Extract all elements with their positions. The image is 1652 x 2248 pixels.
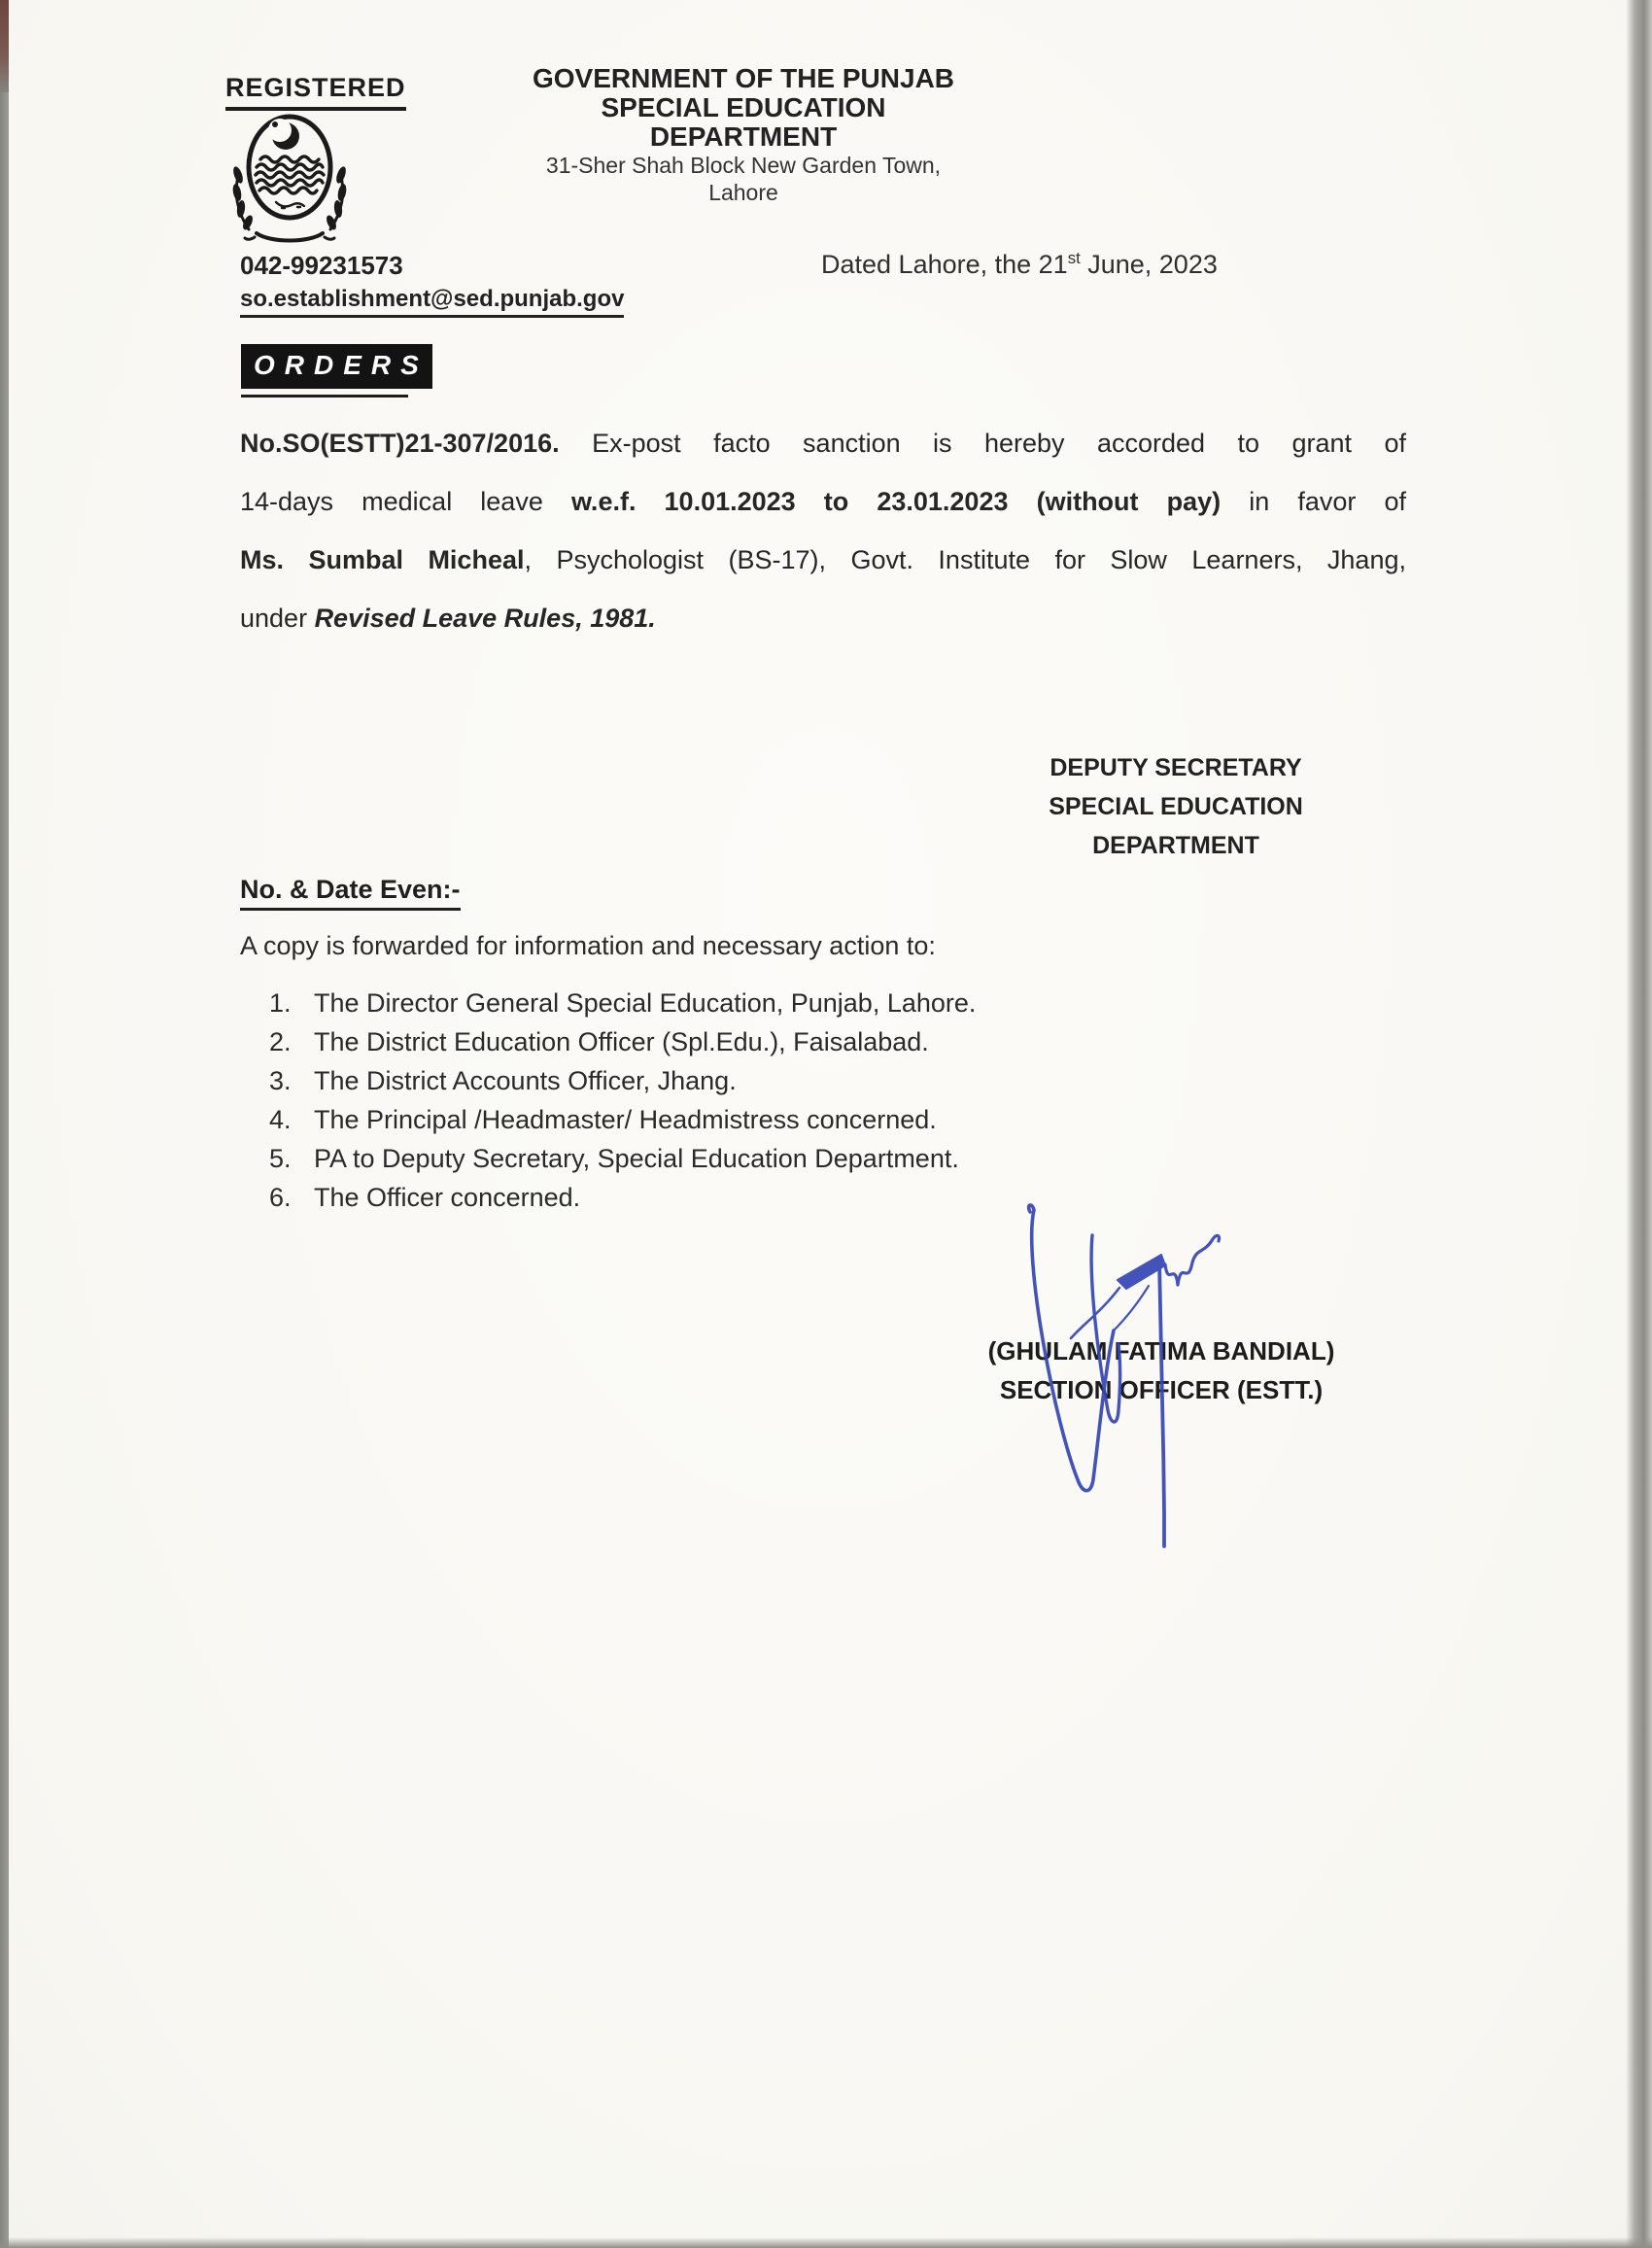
date-line	[821, 249, 1218, 280]
body-text: 14-days medical leave	[240, 487, 571, 516]
list-item	[269, 1178, 976, 1217]
list-item	[269, 1139, 976, 1178]
phone-number: 042-99231573	[240, 251, 403, 280]
list-item-number: 1.	[269, 988, 292, 1018]
department-address: 31-Sher Shah Block New Garden Town, Lahore	[545, 153, 942, 205]
list-item-number: 5.	[269, 1144, 292, 1173]
list-item-text: The Principal /Headmaster/ Headmistress concerned.	[314, 1105, 937, 1134]
orders-heading: ORDERS	[241, 344, 432, 389]
leave-rules-reference: Revised Leave Rules, 1981.	[314, 604, 656, 633]
list-item-number: 6.	[269, 1183, 292, 1212]
body-text: Ex-post facto sanction is hereby accorded to grant of	[559, 429, 1406, 458]
list-item	[269, 1061, 976, 1100]
body-text: , Psychologist (BS-17), Govt. Institute for Slow Learners, Jhang,	[524, 545, 1406, 574]
list-item-number: 2.	[269, 1027, 292, 1056]
email-address: so.establishment@sed.punjab.gov	[240, 286, 624, 318]
government-title: GOVERNMENT OF THE PUNJAB	[532, 63, 955, 93]
list-item-text: The District Accounts Officer, Jhang.	[314, 1066, 737, 1095]
list-item	[269, 984, 976, 1022]
distribution-list	[269, 984, 976, 1217]
scan-edge-left-top-mark	[0, 0, 9, 92]
scan-edge-left	[0, 0, 9, 2248]
handwritten-signature	[983, 1171, 1275, 1555]
order-number: No.SO(ESTT)21-307/2016.	[240, 429, 560, 458]
signatory-name: (GHULAM FATIMA BANDIAL)	[987, 1336, 1335, 1366]
list-item-number: 3.	[269, 1066, 292, 1095]
punjab-government-crest-logo	[216, 103, 363, 255]
department-title: SPECIAL EDUCATION DEPARTMENT	[601, 92, 886, 152]
list-item-text: PA to Deputy Secretary, Special Education Department.	[314, 1144, 959, 1173]
list-item	[269, 1022, 976, 1061]
deputy-line-3: DEPARTMENT	[1092, 832, 1259, 859]
list-item-text: The Officer concerned.	[314, 1183, 581, 1212]
list-item	[269, 1100, 976, 1139]
deputy-secretary-block	[1001, 748, 1351, 865]
scan-edge-bottom	[0, 2237, 1652, 2248]
list-item-number: 4.	[269, 1105, 292, 1134]
order-body-paragraph	[240, 414, 1406, 647]
registered-label: REGISTERED	[225, 73, 406, 111]
deputy-line-1: DEPUTY SECRETARY	[1050, 754, 1302, 781]
copy-forwarded-intro: A copy is forwarded for information and necessary action to:	[240, 931, 936, 960]
no-and-date-heading: No. & Date Even:-	[240, 875, 461, 911]
body-text: under	[240, 604, 315, 633]
body-text: in favor of	[1221, 487, 1406, 516]
officer-name-inline: Ms. Sumbal Micheal	[240, 545, 525, 574]
deputy-line-2: SPECIAL EDUCATION	[1049, 793, 1303, 820]
letterhead	[515, 64, 972, 206]
date-prefix: Dated Lahore, the 21	[821, 250, 1068, 279]
list-item-text: The Director General Special Education, Punjab, Lahore.	[314, 988, 977, 1018]
leave-dates: w.e.f. 10.01.2023 to 23.01.2023 (without pay)	[570, 487, 1222, 516]
orders-heading-underline	[241, 395, 408, 398]
date-suffix: June, 2023	[1080, 250, 1218, 279]
body-line-3	[240, 531, 1406, 589]
body-line-4	[240, 589, 1406, 647]
body-line-1	[240, 414, 1406, 472]
list-item-text: The District Education Officer (Spl.Edu.), Faisalabad.	[314, 1027, 929, 1056]
body-line-2	[240, 472, 1406, 531]
date-ordinal-superscript: st	[1067, 249, 1081, 267]
signatory-title: SECTION OFFICER (ESTT.)	[999, 1375, 1324, 1404]
scan-edge-right	[1626, 0, 1652, 2248]
